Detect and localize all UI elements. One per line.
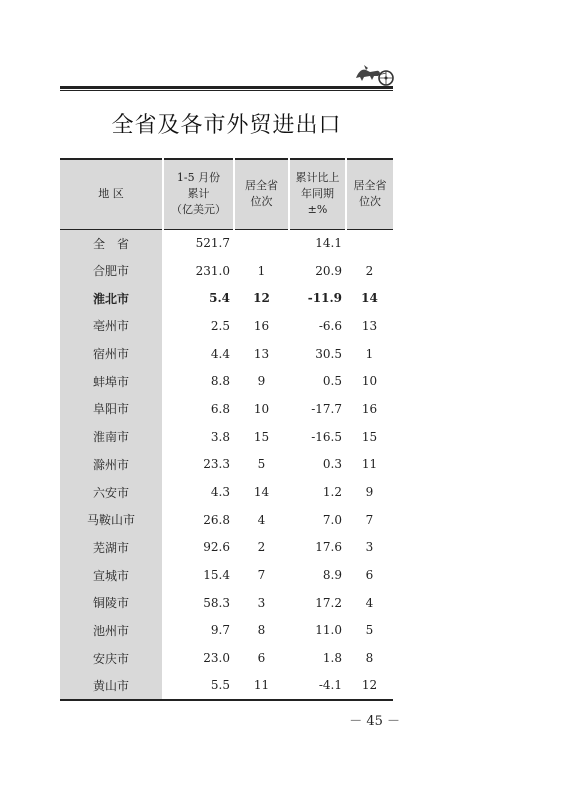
table-row: [60, 367, 393, 395]
region-cell: 黄山市: [60, 672, 163, 700]
table-row: [60, 561, 393, 589]
value-cell: 5.4: [209, 291, 230, 306]
change-rank-cell: 2: [365, 263, 374, 278]
table-row: [60, 506, 393, 534]
change-rank-cell: 8: [365, 651, 374, 666]
change-cell: -6.6: [318, 318, 342, 333]
header-region: 地 区: [60, 159, 163, 229]
page-number: － 45 －: [349, 714, 400, 729]
rank-cell: 11: [234, 672, 289, 700]
change-rank-cell: 10: [361, 374, 378, 389]
page-title: 全省及各市外贸进出口: [111, 113, 342, 138]
header-rule-thin: [60, 90, 393, 91]
value-cell: 15.4: [203, 568, 230, 583]
change-rank-cell: 1: [365, 346, 374, 361]
rank-cell: 3: [257, 595, 266, 610]
rank-cell: 6: [257, 651, 266, 666]
table-row: [60, 644, 393, 672]
rank-cell: 12: [253, 291, 270, 306]
rank-cell: 2: [257, 540, 266, 555]
value-cell: 23.3: [203, 457, 230, 472]
change-rank-cell: 11: [361, 457, 378, 472]
change-rank-cell: 6: [365, 568, 374, 583]
change-cell: 17.6: [315, 540, 342, 555]
change-cell: -4.1: [289, 672, 346, 700]
value-cell: 4.4: [210, 346, 230, 361]
header-change: 累计比上 年同期 ±%: [289, 159, 346, 229]
table-row: [60, 451, 393, 479]
change-rank-cell: 9: [365, 485, 374, 500]
change-cell: 14.1: [315, 236, 342, 251]
change-rank-cell: 14: [361, 291, 378, 306]
change-cell: 7.0: [322, 512, 342, 527]
region-cell: 滁州市: [60, 451, 163, 479]
trade-table: [60, 158, 393, 701]
change-cell: -11.9: [307, 291, 342, 306]
header-rank: 居全省 位次: [234, 159, 289, 229]
table-row: [60, 423, 393, 451]
change-rank-cell: [346, 229, 393, 257]
value-cell: 23.0: [203, 651, 230, 666]
value-cell: 92.6: [203, 540, 230, 555]
region-cell: 池州市: [60, 617, 163, 645]
table-row: [60, 284, 393, 312]
change-rank-cell: 3: [365, 540, 374, 555]
value-cell: 9.7: [210, 623, 230, 638]
region-cell: 亳州市: [60, 312, 163, 340]
region-cell: 合肥市: [60, 257, 163, 285]
table-row: [60, 395, 393, 423]
region-cell: 蚌埠市: [60, 367, 163, 395]
region-cell: 芜湖市: [60, 534, 163, 562]
rank-cell: 10: [253, 401, 270, 416]
change-cell: 17.2: [315, 595, 342, 610]
value-cell: 3.8: [210, 429, 230, 444]
value-cell: 2.5: [210, 318, 230, 333]
rank-cell: 1: [257, 263, 266, 278]
rank-cell: 5: [257, 457, 266, 472]
region-cell: 淮南市: [60, 423, 163, 451]
table-row: [60, 617, 393, 645]
rank-cell: 4: [257, 512, 266, 527]
table-row: [60, 312, 393, 340]
region-cell: 宣城市: [60, 561, 163, 589]
header-value: 1-5 月份 累计 （亿美元）: [163, 159, 234, 229]
change-rank-cell: 13: [361, 318, 378, 333]
region-cell: 阜阳市: [60, 395, 163, 423]
rank-cell: 7: [257, 568, 266, 583]
region-cell: 淮北市: [60, 284, 163, 312]
change-rank-cell: 4: [365, 595, 374, 610]
rank-cell: 15: [253, 429, 270, 444]
value-cell: 6.8: [210, 401, 230, 416]
value-cell: 26.8: [203, 512, 230, 527]
change-rank-cell: 16: [361, 401, 378, 416]
change-rank-cell: 7: [365, 512, 374, 527]
value-cell: 4.3: [210, 485, 230, 500]
change-cell: 30.5: [315, 346, 342, 361]
rank-cell: 16: [253, 318, 270, 333]
change-cell: 1.2: [322, 485, 342, 500]
value-cell: 58.3: [203, 595, 230, 610]
rank-cell: 14: [253, 485, 270, 500]
rank-cell: 8: [257, 623, 266, 638]
table-row: [60, 229, 393, 257]
change-cell: 11.0: [315, 623, 342, 638]
header-rule: [60, 86, 393, 89]
region-cell: 马鞍山市: [60, 506, 163, 534]
table-header-row: [60, 159, 393, 229]
change-cell: 8.9: [322, 568, 342, 583]
change-cell: 20.9: [315, 263, 342, 278]
table-row: [60, 478, 393, 506]
value-cell: 8.8: [210, 374, 230, 389]
value-cell: 521.7: [195, 236, 230, 251]
rank-cell: 9: [257, 374, 266, 389]
region-cell: 宿州市: [60, 340, 163, 368]
change-cell: -16.5: [311, 429, 342, 444]
value-cell: 231.0: [195, 263, 230, 278]
table-row: [60, 534, 393, 562]
change-cell: 0.3: [322, 457, 342, 472]
change-cell: 1.8: [322, 651, 342, 666]
table-row: [60, 257, 393, 285]
header-change-rank: 居全省 位次: [346, 159, 393, 229]
change-rank-cell: 15: [361, 429, 378, 444]
region-cell: 安庆市: [60, 644, 163, 672]
value-cell: 5.5: [163, 672, 234, 700]
table-row: [60, 340, 393, 368]
rank-cell: 13: [253, 346, 270, 361]
change-cell: 0.5: [322, 374, 342, 389]
table-row: [60, 589, 393, 617]
change-rank-cell: 5: [365, 623, 374, 638]
change-cell: -17.7: [311, 401, 342, 416]
region-cell: 铜陵市: [60, 589, 163, 617]
region-cell: 全 省: [60, 229, 163, 257]
horse-chariot-icon: [352, 62, 396, 88]
change-rank-cell: 12: [346, 672, 393, 700]
region-cell: 六安市: [60, 478, 163, 506]
table-row: [60, 672, 393, 700]
rank-cell: [234, 229, 289, 257]
